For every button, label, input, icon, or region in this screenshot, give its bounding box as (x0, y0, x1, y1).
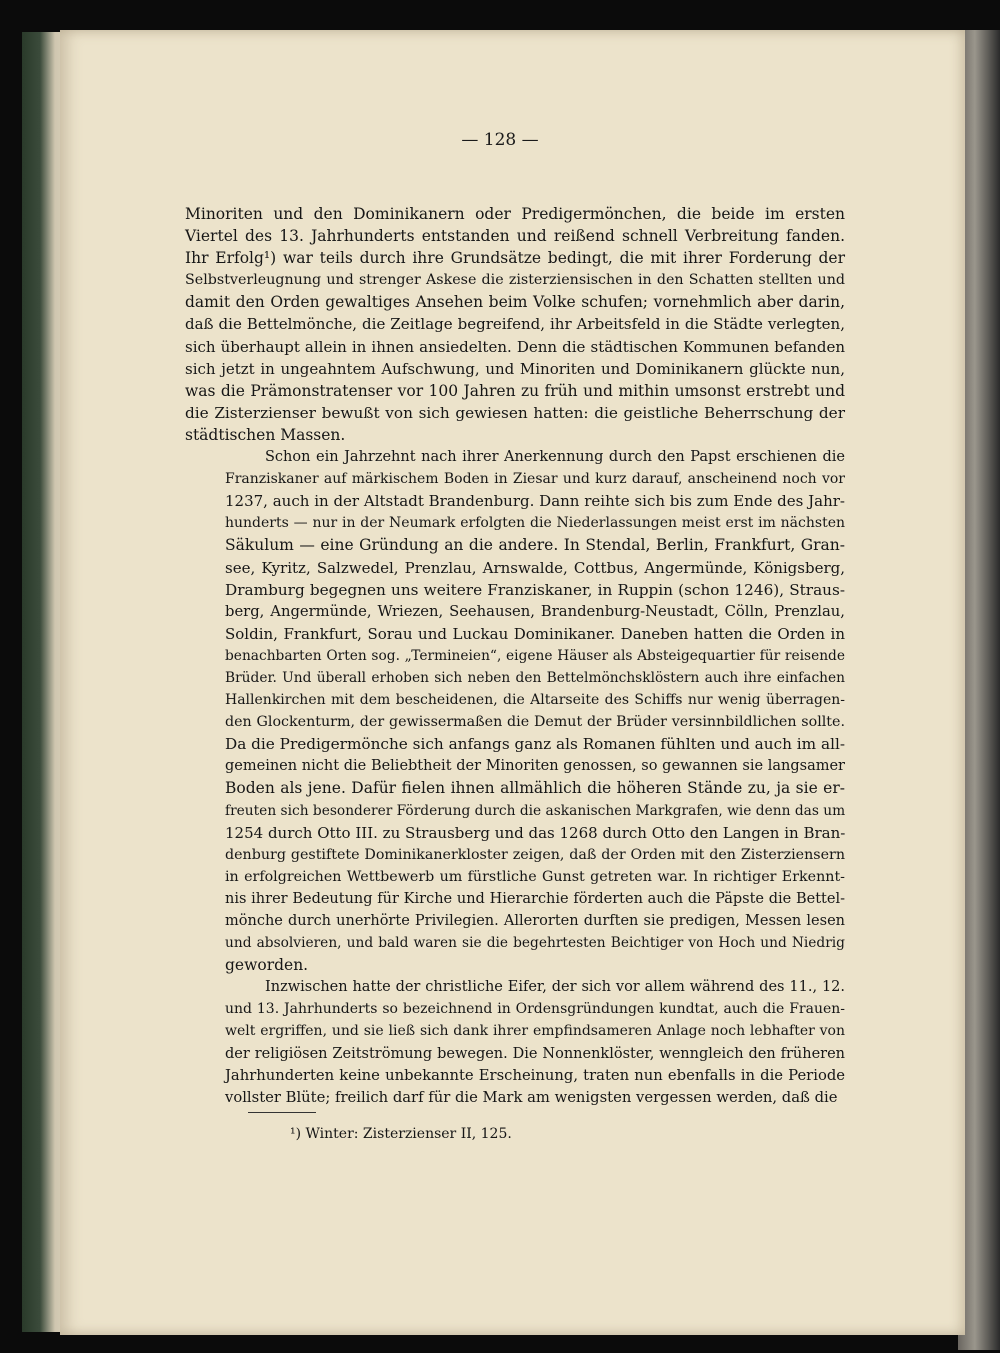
text-line: Boden als jene. Dafür fielen ihnen allmählich die höheren Stände zu, ja sie er- (225, 779, 845, 798)
text-line: den Glockenturm, der gewissermaßen die Demut der Brüder versinnbildlichen sollte. (225, 714, 845, 731)
text-line: 1237, auch in der Altstadt Brandenburg. Dann reihte sich bis zum Ende des Jahr- (225, 492, 845, 511)
text-line: Ihr Erfolg¹) war teils durch ihre Grundsätze bedingt, die mit ihrer Forderung der (185, 249, 845, 268)
text-line: städtischen Massen. (185, 425, 346, 444)
text-line: berg, Angermünde, Wriezen, Seehausen, Brandenburg-Neustadt, Cölln, Prenzlau, (225, 602, 845, 620)
text-line: daß die Bettelmönche, die Zeitlage begreifend, ihr Arbeitsfeld in die Städte verlegten, (185, 315, 845, 334)
text-line: damit den Orden gewaltiges Ansehen beim Volke schufen; vornehmlich aber darin, (185, 293, 845, 312)
footnote: ¹) Winter: Zisterzienser II, 125. (290, 1126, 512, 1142)
text-line: 1254 durch Otto III. zu Strausberg und das 1268 durch Otto den Langen in Bran- (225, 823, 846, 842)
text-line: nis ihrer Bedeutung für Kirche und Hierarchie förderten auch die Päpste die Bettel- (225, 890, 845, 907)
text-line: und absolvieren, und bald waren sie die begehrtesten Beichtiger von Hoch und Niedrig (225, 935, 845, 952)
text-line: Dramburg begegnen uns weitere Franziskaner, in Ruppin (schon 1246), Straus- (225, 580, 845, 599)
text-line: sich jetzt in ungeahntem Aufschwung, und Minoriten und Dominikanern glückte nun, (185, 359, 845, 378)
text-line: Schon ein Jahrzehnt nach ihrer Anerkennung durch den Papst erschienen die (265, 449, 845, 466)
text-line: Brüder. Und überall erhoben sich neben den Bettelmönchsklöstern auch ihre einfachen (225, 669, 845, 686)
text-line: denburg gestiftete Dominikanerkloster zeigen, daß der Orden mit den Zisterziensern (225, 846, 845, 863)
text-line: Minoriten und den Dominikanern oder Predigermönchen, die beide im ersten (185, 205, 845, 223)
footnote-rule (248, 1112, 316, 1113)
text-line: mönche durch unerhörte Privilegien. Allerorten durften sie predigen, Messen lesen (225, 913, 845, 929)
text-line: sich überhaupt allein in ihnen ansiedelten. Denn die städtischen Kommunen befanden (185, 337, 845, 356)
text-line: was die Prämonstratenser vor 100 Jahren zu früh und mithin umsonst erstrebt und (185, 381, 845, 400)
text-line: Selbstverleugnung und strenger Askese die zisterziensischen in den Schatten stellten und (185, 272, 845, 289)
text-line: und 13. Jahrhunderts so bezeichnend in Ordensgründungen kundtat, auch die Frauen- (225, 1001, 845, 1018)
text-line: Jahrhunderten keine unbekannte Erscheinung, traten nun ebenfalls in die Periode (225, 1066, 845, 1084)
text-line: Soldin, Frankfurt, Sorau und Luckau Dominikaner. Daneben hatten die Orden in (225, 624, 845, 643)
text-line: Viertel des 13. Jahrhunderts entstanden und reißend schnell Verbreitung fanden. (185, 227, 845, 246)
text-line: geworden. (225, 956, 309, 975)
text-line: die Zisterzienser bewußt von sich gewiesen hatten: die geistliche Beherrschung der (185, 403, 845, 422)
text-line: Inzwischen hatte der christliche Eifer, der sich vor allem während des 11., 12. (265, 979, 845, 996)
text-line: der religiösen Zeitströmung bewegen. Die Nonnenklöster, wenngleich den früheren (225, 1045, 845, 1062)
text-line: gemeinen nicht die Beliebtheit der Minoriten genossen, so gewannen sie langsamer (225, 758, 845, 775)
text-line: Franziskaner auf märkischem Boden in Ziesar und kurz darauf, anscheinend noch vor (225, 471, 845, 488)
text-line: freuten sich besonderer Förderung durch die askanischen Markgrafen, wie denn das um (225, 802, 846, 819)
text-line: benachbarten Orten sog. „Termineien“, eigene Häuser als Absteigequartier für reisende (225, 647, 845, 664)
body-text (185, 203, 845, 1109)
text-line: Säkulum — eine Gründung an die andere. In Stendal, Berlin, Frankfurt, Gran- (225, 536, 845, 555)
text-line: vollster Blüte; freilich darf für die Mark am wenigsten vergessen werden, daß die (225, 1088, 838, 1106)
page-number: — 128 — (461, 130, 539, 150)
paragraph (185, 976, 845, 1109)
text-line: in erfolgreichen Wettbewerb um fürstliche Gunst getreten war. In richtiger Erkennt- (225, 868, 845, 885)
text-line: see, Kyritz, Salzwedel, Prenzlau, Arnswalde, Cottbus, Angermünde, Königsberg, (225, 558, 845, 577)
text-line: welt ergriffen, und sie ließ sich dank ihrer empfindsameren Anlage noch lebhafter von (225, 1023, 845, 1040)
text-line: Da die Predigermönche sich anfangs ganz als Romanen fühlten und auch im all- (225, 735, 845, 754)
paragraph (185, 203, 845, 446)
text-line: hunderts — nur in der Neumark erfolgten die Niederlassungen meist erst im nächsten (225, 515, 845, 532)
paragraph (185, 446, 845, 976)
text-line: Hallenkirchen mit dem bescheidenen, die Altarseite des Schiffs nur wenig überragen- (225, 692, 845, 709)
